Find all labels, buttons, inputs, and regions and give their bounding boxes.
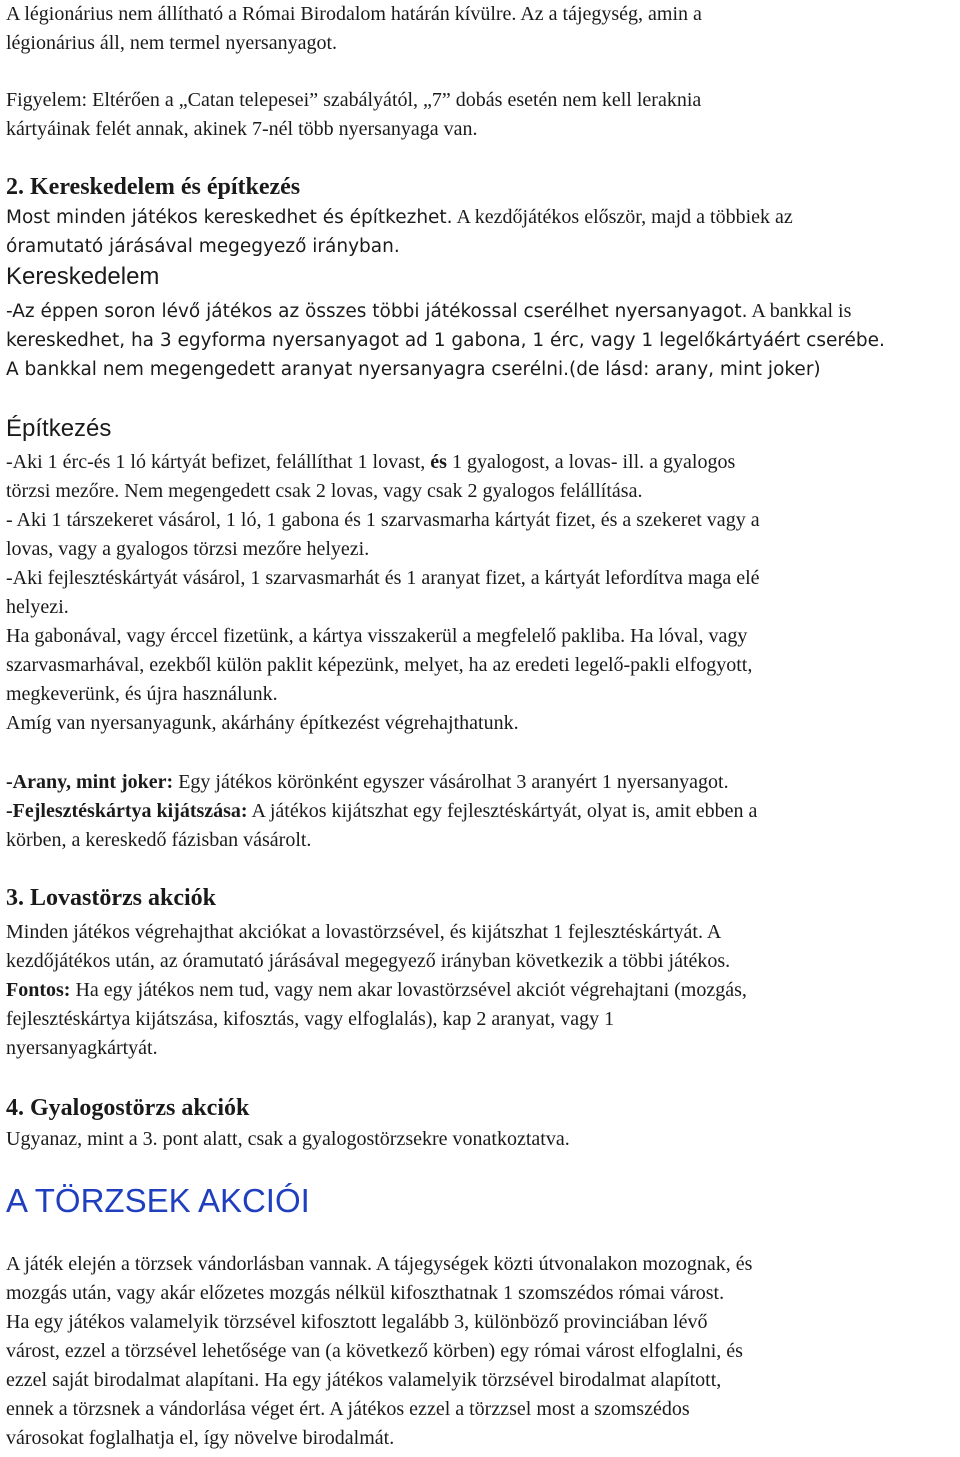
trade-heading: Kereskedelem xyxy=(6,263,160,290)
section-2-line-2: óramutató járásával megegyező irányban. xyxy=(6,236,400,257)
build-line-8: szarvasmarhával, ezekből külön paklit képezünk, melyet, ha az eredeti legelő-pakli elfogyott, xyxy=(6,654,753,676)
section-3-line-3 xyxy=(6,976,747,1005)
intro-line-2: légionárius áll, nem termel nyersanyagot. xyxy=(6,32,338,54)
section-2-line-1a: Most minden játékos kereskedhet és építkezhet. xyxy=(6,207,453,228)
trade-line-1a: -Az éppen soron lévő játékos az összes többi játékossal cserélhet nyersanyagot. xyxy=(6,301,748,322)
build-line-1a: -Aki 1 érc-és 1 ló kártyát befizet, felállíthat 1 lovast, xyxy=(6,451,431,473)
build-line-4: lovas, vagy a gyalogos törzsi mezőre helyezi. xyxy=(6,538,370,560)
build-line-10: Amíg van nyersanyagunk, akárhány építkezést végrehajthatunk. xyxy=(6,712,519,734)
dev-card-line-1 xyxy=(6,797,757,826)
section-2-line-1 xyxy=(6,203,793,232)
section-2-heading: 2. Kereskedelem és építkezés xyxy=(6,174,301,200)
joker-text: Egy játékos körönként egyszer vásárolhat 3 aranyért 1 nyersanyagot. xyxy=(173,771,729,793)
section-2-line-1b: A kezdőjátékos először, majd a többiek az xyxy=(452,206,793,228)
trade-line-2: kereskedhet, ha 3 egyforma nyersanyagot ad 1 gabona, 1 érc, vagy 1 legelőkártyáért cserébe. xyxy=(6,330,885,351)
build-line-1-bold: és xyxy=(430,451,447,473)
build-line-1 xyxy=(6,448,735,477)
section-3-line-3-text: Ha egy játékos nem tud, vagy nem akar lovastörzsével akciót végrehajtani (mozgás, xyxy=(70,979,747,1001)
build-line-6: helyezi. xyxy=(6,596,69,618)
build-line-1c: 1 gyalogost, a lovas- ill. a gyalogos xyxy=(446,451,736,473)
fontos-label: Fontos: xyxy=(6,979,71,1001)
build-line-2: törzsi mezőre. Nem megengedett csak 2 lovas, vagy csak 2 gyalogos felállítása. xyxy=(6,480,643,502)
tribes-line-4: várost, ezzel a törzsével lehetősége van (a következő körben) egy római várost elfoglalni, és xyxy=(6,1340,743,1362)
tribes-line-2: mozgás után, vagy akár előzetes mozgás nélkül kifoszthatnak 1 szomszédos római várost. xyxy=(6,1282,725,1304)
intro-line-1: A légionárius nem állítható a Római Birodalom határán kívülre. Az a tájegység, amin a xyxy=(6,3,702,25)
tribes-line-1: A játék elején a törzsek vándorlásban vannak. A tájegységek közti útvonalakon mozognak, és xyxy=(6,1253,753,1275)
build-line-9: megkeverünk, és újra használunk. xyxy=(6,683,278,705)
tribes-line-6: ennek a törzsnek a vándorlása véget ért. A játékos ezzel a törzzsel most a szomszédos xyxy=(6,1398,690,1420)
dev-card-line-2: körben, a kereskedő fázisban vásárolt. xyxy=(6,829,312,851)
section-4-heading: 4. Gyalogostörzs akciók xyxy=(6,1095,250,1121)
tribes-line-7: városokat foglalhatja el, így növelve birodalmát. xyxy=(6,1427,395,1449)
tribes-heading: A TÖRZSEK AKCIÓI xyxy=(6,1182,310,1219)
tribes-line-3: Ha egy játékos valamelyik törzsével kifosztott legalább 3, különböző provinciában lévő xyxy=(6,1311,708,1333)
build-line-3: - Aki 1 társzekeret vásárol, 1 ló, 1 gabona és 1 szarvasmarha kártyát fizet, és a szekeret vagy a xyxy=(6,509,760,531)
section-3-line-5: nyersanyagkártyát. xyxy=(6,1037,158,1059)
joker-line xyxy=(6,768,729,797)
tribes-line-5: ezzel saját birodalmat alapítani. Ha egy játékos valamelyik törzsével birodalmat alapított, xyxy=(6,1369,722,1391)
section-3-line-4: fejlesztéskártya kijátszása, kifosztás, vagy elfoglalás), kap 2 aranyat, vagy 1 xyxy=(6,1008,615,1030)
section-3-line-1: Minden játékos végrehajthat akciókat a lovastörzsével, és kijátszhat 1 fejlesztéskártyát. A xyxy=(6,921,722,943)
build-heading: Építkezés xyxy=(6,415,112,442)
trade-line-1b: A bankkal is xyxy=(747,300,852,322)
section-4-line-1: Ugyanaz, mint a 3. pont alatt, csak a gyalogostörzsekre vonatkoztatva. xyxy=(6,1128,570,1150)
trade-line-3: A bankkal nem megengedett aranyat nyersanyagra cserélni.(de lásd: arany, mint joker) xyxy=(6,359,821,380)
build-line-5: -Aki fejlesztéskártyát vásárol, 1 szarvasmarhát és 1 aranyat fizet, a kártyát lefordítva maga elé xyxy=(6,567,760,589)
section-3-line-2: kezdőjátékos után, az óramutató járásával megegyező irányban következik a többi játékos. xyxy=(6,950,731,972)
dev-card-label: -Fejlesztéskártya kijátszása: xyxy=(6,800,248,822)
dev-card-text: A játékos kijátszhat egy fejlesztéskártyát, olyat is, amit ebben a xyxy=(247,800,758,822)
joker-label: -Arany, mint joker: xyxy=(6,771,174,793)
trade-line-1 xyxy=(6,297,851,326)
note-line-2: kártyáinak felét annak, akinek 7-nél több nyersanyaga van. xyxy=(6,118,478,140)
section-3-heading: 3. Lovastörzs akciók xyxy=(6,885,216,911)
build-line-7: Ha gabonával, vagy érccel fizetünk, a kártya visszakerül a megfelelő pakliba. Ha lóval, vagy xyxy=(6,625,748,647)
note-line-1: Figyelem: Eltérően a „Catan telepesei” szabályától, „7” dobás esetén nem kell leraknia xyxy=(6,89,702,111)
